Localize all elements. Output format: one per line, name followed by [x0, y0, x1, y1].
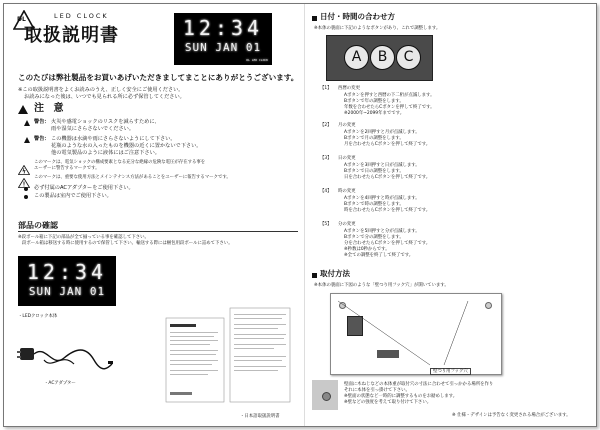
- step-2-num: 【2】: [320, 123, 332, 128]
- intro-note1: ※この取扱説明書をよくお読みのうえ、正しく安全にご使用ください。: [18, 87, 184, 93]
- step-4-line1: Aボタンを4回押すと時が点滅します。: [344, 196, 420, 201]
- bullet-1-text: 必ず付属のACアダプターをご使用下さい。: [34, 185, 134, 191]
- label-ac-adapter: ・ACアダプター: [44, 381, 76, 386]
- step-1-num: 【1】: [320, 86, 332, 91]
- step-2-title: 月の変更: [338, 123, 356, 128]
- wall-screw: [322, 392, 331, 401]
- warning-1-line2: 雨や湿気にさらさないでください。: [51, 126, 135, 132]
- step-2-line3: 月を合わせたらCボタンを押して終了です。: [344, 142, 431, 147]
- step-5-line1: Aボタンを5回押すと分が点滅します。: [344, 229, 420, 234]
- hook-hole-callout: 壁つり用フック穴: [430, 368, 471, 375]
- step-1-line1: Aボタンを押すと西暦の下二桁が点滅します。: [344, 93, 435, 98]
- parts-clock-time: 12:34: [26, 260, 108, 284]
- mounting-heading-icon: [312, 273, 317, 278]
- step-4-line3: 時を合わせたらCボタンを押して終了です。: [344, 208, 431, 213]
- warning-2-line3: 他の電気製品のように液体にはご注意下さい。: [51, 150, 160, 156]
- bullet-icon-1: [24, 187, 28, 191]
- step-2-line2: Bボタンで月の調整をします。: [344, 136, 404, 141]
- settings-heading-icon: [312, 16, 317, 21]
- clock-display-parts: [18, 256, 116, 306]
- spec-change-note: ※ 仕様・デザインは予告なく変更される場合がございます。: [452, 413, 571, 418]
- warning-icon-1: [24, 120, 30, 126]
- page-fold: [304, 4, 305, 426]
- bullet-2-text: この製品は室内でご使用下さい。: [34, 193, 112, 199]
- settings-note: ※本体の裏面に下記のようなボタンがあり、これで調整します。: [314, 26, 441, 31]
- step-5-line4: ※秒数は0秒からです。: [344, 247, 390, 252]
- button-c[interactable]: C: [396, 45, 421, 70]
- mark-1-line1: このマークは、電気ショックの構成要素となる充分な絶縁の危険な電圧が存在する事を: [34, 160, 206, 165]
- warning-1-line1: 火災や感電ショックのリスクを減らすために、: [51, 119, 160, 125]
- mount-hole-right: [485, 302, 492, 309]
- page-title: 取扱説明書: [24, 25, 119, 46]
- parts-clock-date: SUN JAN 01: [28, 285, 106, 298]
- step-4-num: 【4】: [320, 189, 332, 194]
- mounting-heading: 取付方法: [320, 269, 350, 278]
- step-4-line2: Bボタンで時の調整をします。: [344, 202, 404, 207]
- caution-icon: [18, 105, 28, 114]
- clock-date: SUN JAN 01: [184, 41, 262, 54]
- warning-2-line2: 花瓶のような水の入ったものを機器の近くに置かないで下さい。: [51, 143, 202, 149]
- manual-thumbnail-icon: [164, 304, 294, 412]
- label-led-clock: ・LEDクロック本体: [18, 314, 58, 319]
- clock-time: 12:34: [182, 16, 264, 40]
- parts-note1: ※段ボール箱に下記の部品が全て揃っている事を確認して下さい。: [18, 235, 149, 240]
- step-1-line2: Bボタンで年の調整をします。: [344, 99, 404, 104]
- mounting-desc3: ※壁面の状態など一時的に調整するものをお勧めします。: [344, 394, 458, 399]
- exclamation-warning-icon: [18, 173, 30, 183]
- mounting-desc4: ※壁などの強度を考えて取り付けて下さい。: [344, 400, 432, 405]
- parts-note2: 段ボール箱は移送する時に使用するので保管して下さい。輸送する際には梱包用段ボールに詰めて下さい。: [22, 241, 233, 246]
- step-5-line3: 分を合わせたらCボタンを押して終了です。: [344, 241, 431, 246]
- caution-heading: 注 意: [34, 103, 67, 114]
- warning-2-label: 警告：: [34, 136, 50, 142]
- step-5-num: 【5】: [320, 222, 332, 227]
- clock-brand: DL LED CLOCK: [246, 58, 268, 62]
- logo-mark: DL: [17, 16, 26, 23]
- manual-page: [3, 3, 597, 427]
- step-3-line1: Aボタンを3回押すと日が点滅します。: [344, 163, 420, 168]
- label-manual: ・日本語取扱説明書: [240, 414, 280, 419]
- step-3-line2: Bボタンで日の調整をします。: [344, 169, 404, 174]
- step-3-line3: 日を合わせたらCボタンを押して終了です。: [344, 175, 431, 180]
- mark-1-line2: ユーザーに警告するマークです。: [34, 166, 100, 171]
- step-4-title: 時の変更: [338, 189, 356, 194]
- step-5-line5: ※全ての調整を終了して終了です。: [344, 253, 414, 258]
- product-name: LED CLOCK: [54, 12, 109, 20]
- step-2-line1: Aボタンを2回押すと月が点滅します。: [344, 130, 420, 135]
- button-b[interactable]: B: [370, 45, 395, 70]
- ac-adapter-icon: [16, 334, 116, 376]
- step-1-line4: ※2000年~2099年までです。: [344, 111, 405, 116]
- step-5-line2: Bボタンで分の調整をします。: [344, 235, 404, 240]
- step-1-line3: 年数を合わせたらCボタンを押して終了です。: [344, 105, 435, 110]
- button-panel: [326, 35, 433, 81]
- warning-icon-2: [24, 137, 30, 143]
- parts-heading: 部品の確認: [18, 221, 58, 230]
- warning-2-line1: この機器は水滴や雨にさらさないようにして下さい。: [51, 136, 176, 142]
- intro-note2: お読みになった後は、いつでも見られる所に必ず保管してください。: [24, 94, 185, 100]
- step-3-num: 【3】: [320, 156, 332, 161]
- parts-heading-rule: [18, 231, 298, 232]
- mounting-desc1: 壁面に木ねじなどの本体重が取付穴の寸法に合わせて引っかかる場所を作り: [344, 382, 494, 387]
- settings-heading: 日付・時間の合わせ方: [320, 12, 395, 21]
- button-a[interactable]: A: [344, 45, 369, 70]
- lightning-warning-icon: [18, 160, 30, 170]
- mounting-desc2: それに本体を引っ掛けて下さい。: [344, 388, 410, 393]
- mounting-note: ※本体の裏面に下図のような「壁つり用フック穴」が開いています。: [314, 283, 449, 288]
- warning-1-label: 警告：: [34, 119, 50, 125]
- step-5-title: 分の変更: [338, 222, 356, 227]
- intro-thanks: このたびは弊社製品をお買いあげいただきましてまことにありがとうございます。: [18, 73, 299, 82]
- callout-leader-icon: [334, 299, 474, 369]
- step-1-title: 西暦の変更: [338, 86, 360, 91]
- step-3-title: 日の変更: [338, 156, 356, 161]
- mark-2-text: このマークは、重要な使用方法とメインテナンス方法があることをユーザーに報告するマークです。: [34, 175, 231, 180]
- wall-hook-photo: [312, 380, 338, 410]
- clock-display-top: [174, 13, 272, 65]
- bullet-icon-2: [24, 195, 28, 199]
